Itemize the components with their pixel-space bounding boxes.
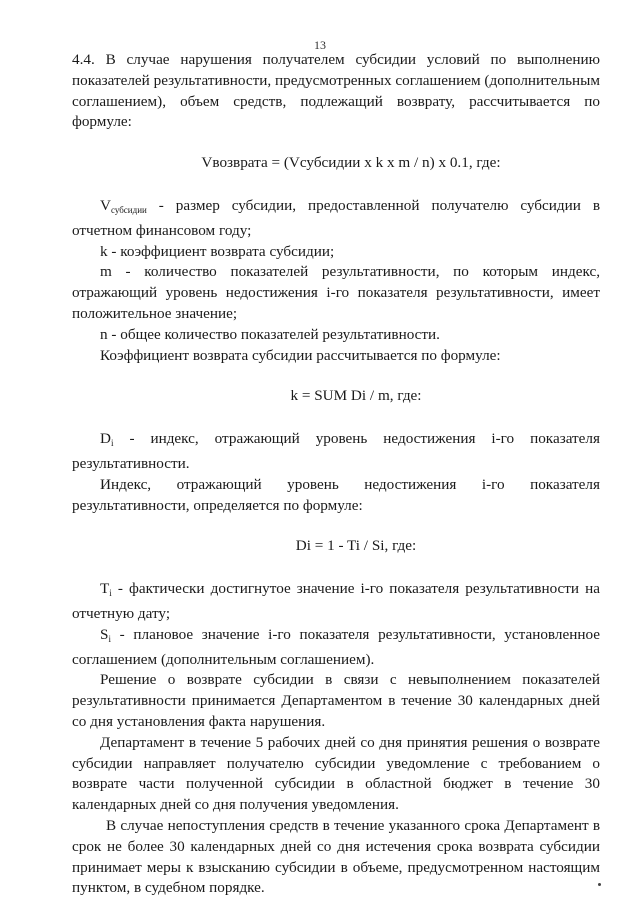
definition-m: m - количество показателей результативности, по которым индекс, отражающий уровень недостижения i-го показателя результативности, имеет положительное значение; xyxy=(72,263,600,322)
scan-mark xyxy=(598,883,601,886)
document-body xyxy=(72,50,600,899)
definition-k: k - коэффициент возврата субсидии; xyxy=(100,242,335,260)
def-s-text: - плановое значение i-го показателя результативности, установленное соглашением (дополнительным соглашением). xyxy=(72,625,600,668)
paragraph-department-notice: Департамент в течение 5 рабочих дней со дня принятия решения о возврате субсидии направляет получателю субсидии уведомление с требованием о возврате части полученной субсидии в областной бюджет в течение 30 календарных дней со дня получения уведомления. xyxy=(72,733,600,814)
paragraph-non-receipt: В случае непоступления средств в течение указанного срока Департамент в срок не более 30 календарных дней со дня истечения срока возврата субсидии принимает меры к взысканию субсидии в объеме, предусмотренном настоящим пунктом, в судебном порядке. xyxy=(72,816,600,897)
def-d-symbol: D xyxy=(100,430,111,448)
definition-s xyxy=(72,625,600,671)
formula-refund-volume: Vвозврата = (Vсубсидии x k x m / n) x 0.1, где: xyxy=(201,154,501,172)
definition-v-subsidy xyxy=(72,196,600,242)
formula-coefficient: k = SUM Di / m, где: xyxy=(290,387,422,405)
def-t-subscript: i xyxy=(109,588,112,599)
def-d-subscript: i xyxy=(110,438,114,449)
def-v-symbol: V xyxy=(100,196,111,214)
def-t-text: - фактически достигнутое значение i-го показателя результативности на отчетную дату; xyxy=(72,580,600,622)
def-v-subscript: субсидии xyxy=(110,204,147,215)
definition-n: n - общее количество показателей результативности. xyxy=(100,325,440,343)
definition-t xyxy=(72,579,600,625)
coefficient-intro: Коэффициент возврата субсидии рассчитывается по формуле: xyxy=(100,346,501,364)
formula-index: Di = 1 - Ti / Si, где: xyxy=(295,537,417,555)
definition-d xyxy=(72,429,600,475)
section-intro: 4.4. В случае нарушения получателем субсидии условий по выполнению показателей результативности, предусмотренных соглашением (дополнительным соглашением), объем средств, подлежащий возврату, рассчитывается по формуле: xyxy=(72,51,600,131)
def-s-symbol: S xyxy=(100,625,109,643)
index-intro: Индекс, отражающий уровень недостижения i-го показателя результативности, определяется по формуле: xyxy=(72,475,600,514)
def-s-subscript: i xyxy=(108,633,111,644)
def-d-text: - индекс, отражающий уровень недостижения i-го показателя результативности. xyxy=(72,430,600,472)
page-number: 13 xyxy=(314,38,326,52)
paragraph-decision: Решение о возврате субсидии в связи с невыполнением показателей результативности принимается Департаментом в течение 30 календарных дней со дня установления факта нарушения. xyxy=(72,671,600,730)
def-v-text: - размер субсидии, предоставленной получателю субсидии в отчетном финансовом году; xyxy=(72,196,600,239)
def-t-symbol: T xyxy=(100,580,110,598)
